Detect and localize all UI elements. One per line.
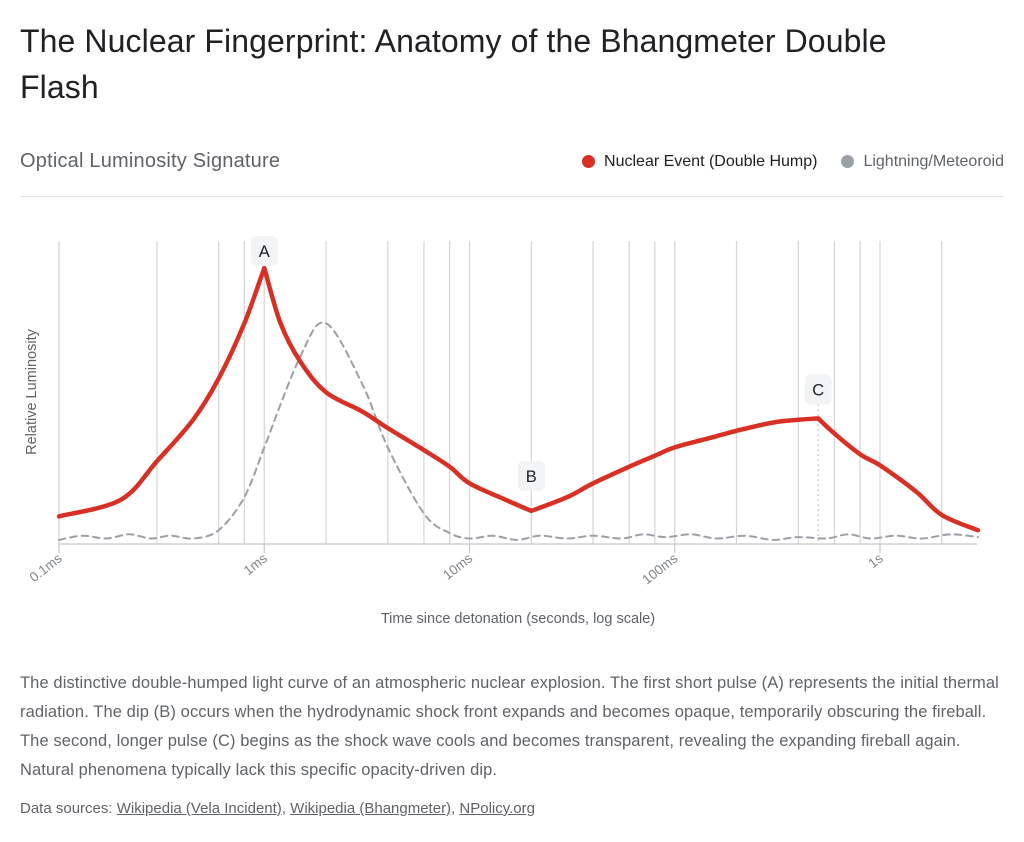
x-tick-label: 10ms (440, 550, 476, 583)
annotation-label-B: B (525, 467, 537, 486)
legend-item-label: Lightning/Meteoroid (863, 152, 1004, 170)
x-tick-label: 0.1ms (26, 550, 65, 585)
y-axis-title: Relative Luminosity (24, 329, 40, 455)
chart-legend (582, 153, 1004, 171)
x-tick-label: 100ms (639, 550, 681, 588)
legend-item-label: Nuclear Event (Double Hump) (604, 152, 818, 170)
annotation-label-A: A (258, 243, 270, 261)
source-link-0[interactable]: Wikipedia (Vela Incident) (116, 800, 282, 817)
legend-dot-icon (582, 155, 595, 168)
x-tick-label: 1ms (240, 550, 271, 579)
data-sources (20, 800, 535, 817)
x-axis-title: Time since detonation (seconds, log scale) (380, 611, 656, 627)
page-title: The Nuclear Fingerprint: Anatomy of the Bhangmeter Double Flash (20, 23, 887, 105)
header-divider (20, 196, 1004, 197)
luminosity-chart (0, 200, 1024, 640)
annotation-label-C: C (812, 381, 825, 400)
chart-subtitle: Optical Luminosity Signature (20, 150, 281, 172)
legend-item-0[interactable] (582, 153, 817, 171)
source-link-1[interactable]: Wikipedia (Bhangmeter) (290, 800, 452, 817)
source-link-2[interactable]: NPolicy.org (459, 800, 535, 817)
caption-text: The distinctive double-humped light curve of an atmospheric nuclear explosion. The first short pulse (A) represents the initial thermal radiation. The dip (B) occurs when the hydrodynamic shock front expands and becomes opaque, temporarily obscuring the fireball. The second, longer pulse (C) begins as the shock wave cools and becomes transparent, revealing the expanding fireball again. Natural phenomena typically lack this specific opacity-driven dip. (20, 674, 999, 779)
data-sources-links: Wikipedia (Vela Incident), Wikipedia (Bhangmeter), NPolicy.org (116, 800, 535, 817)
subhead-row (20, 150, 1004, 173)
legend-item-1[interactable] (841, 153, 1004, 171)
x-tick-label: 1s (865, 550, 886, 572)
legend-dot-icon (841, 155, 854, 168)
series-line-nuclear (59, 268, 978, 530)
data-sources-prefix: Data sources: (20, 800, 113, 817)
